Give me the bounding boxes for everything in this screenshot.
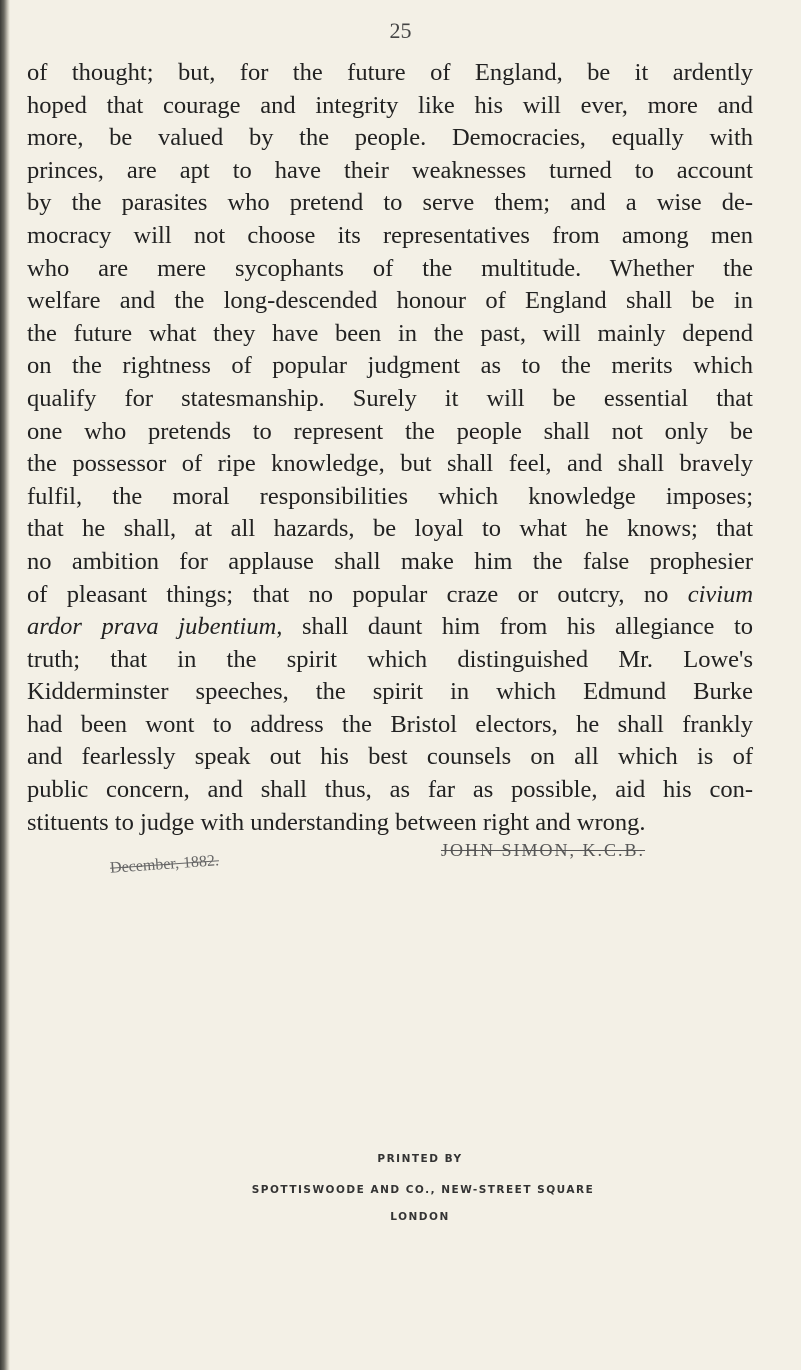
text-line: the future what they have been in the past, will mainly depend xyxy=(27,319,753,347)
printer-imprint-name: SPOTTISWOODE AND CO., NEW-STREET SQUARE xyxy=(251,1184,595,1196)
text-line: stituents to judge with understanding between right and wrong. xyxy=(27,808,646,836)
printer-imprint-heading: PRINTED BY xyxy=(377,1153,463,1165)
text-line: the possessor of ripe knowledge, but shall feel, and shall bravely xyxy=(27,450,753,478)
text-line: hoped that courage and integrity like his will ever, more and xyxy=(27,91,753,119)
text-line: who are mere sycophants of the multitude. Whether the xyxy=(27,254,753,282)
text-line: no ambition for applause shall make him the false prophesier xyxy=(27,547,753,575)
text-line: princes, are apt to have their weaknesses turned to account xyxy=(27,156,753,184)
text-line-with-latin xyxy=(27,611,753,644)
text-line: by the parasites who pretend to serve them; and a wise de- xyxy=(27,189,753,217)
printer-imprint-city: LONDON xyxy=(390,1211,450,1223)
text-line-with-latin xyxy=(27,579,753,612)
author-signature: JOHN SIMON, K.C.B. xyxy=(441,840,646,860)
text-line: on the rightness of popular judgment as to the merits which xyxy=(27,352,753,380)
text-segment: shall daunt him from his allegiance to xyxy=(302,613,753,641)
text-line: more, be valued by the people. Democracies, equally with xyxy=(27,124,753,152)
text-line: had been wont to address the Bristol electors, he shall frankly xyxy=(27,710,753,738)
page-number: 25 xyxy=(389,18,412,43)
text-line: mocracy will not choose its representatives from among men xyxy=(27,221,753,249)
latin-phrase: ardor prava jubentium, xyxy=(27,613,283,641)
text-line: welfare and the long-descended honour of England shall be in xyxy=(27,287,753,315)
latin-phrase: civium xyxy=(687,580,754,608)
text-line: qualify for statesmanship. Surely it will be essential that xyxy=(27,384,753,412)
body-text xyxy=(27,57,753,839)
text-line: and fearlessly speak out his best counsels on all which is of xyxy=(27,743,753,771)
text-line: fulfil, the moral responsibilities which knowledge imposes; xyxy=(27,482,753,510)
page-gutter-shadow xyxy=(0,0,10,1370)
text-line: one who pretends to represent the people shall not only be xyxy=(27,417,753,445)
text-line: of thought; but, for the future of England, be it ardently xyxy=(27,59,753,86)
text-line: that he shall, at all hazards, be loyal to what he knows; that xyxy=(27,515,753,543)
text-line: truth; that in the spirit which distinguished Mr. Lowe's xyxy=(27,645,753,673)
date-line: December, 1882. xyxy=(109,852,220,877)
text-line: public concern, and shall thus, as far as possible, aid his con- xyxy=(27,776,753,804)
text-segment: of pleasant things; that no popular craze or outcry, no xyxy=(27,580,669,608)
text-line: Kidderminster speeches, the spirit in which Edmund Burke xyxy=(27,678,753,706)
